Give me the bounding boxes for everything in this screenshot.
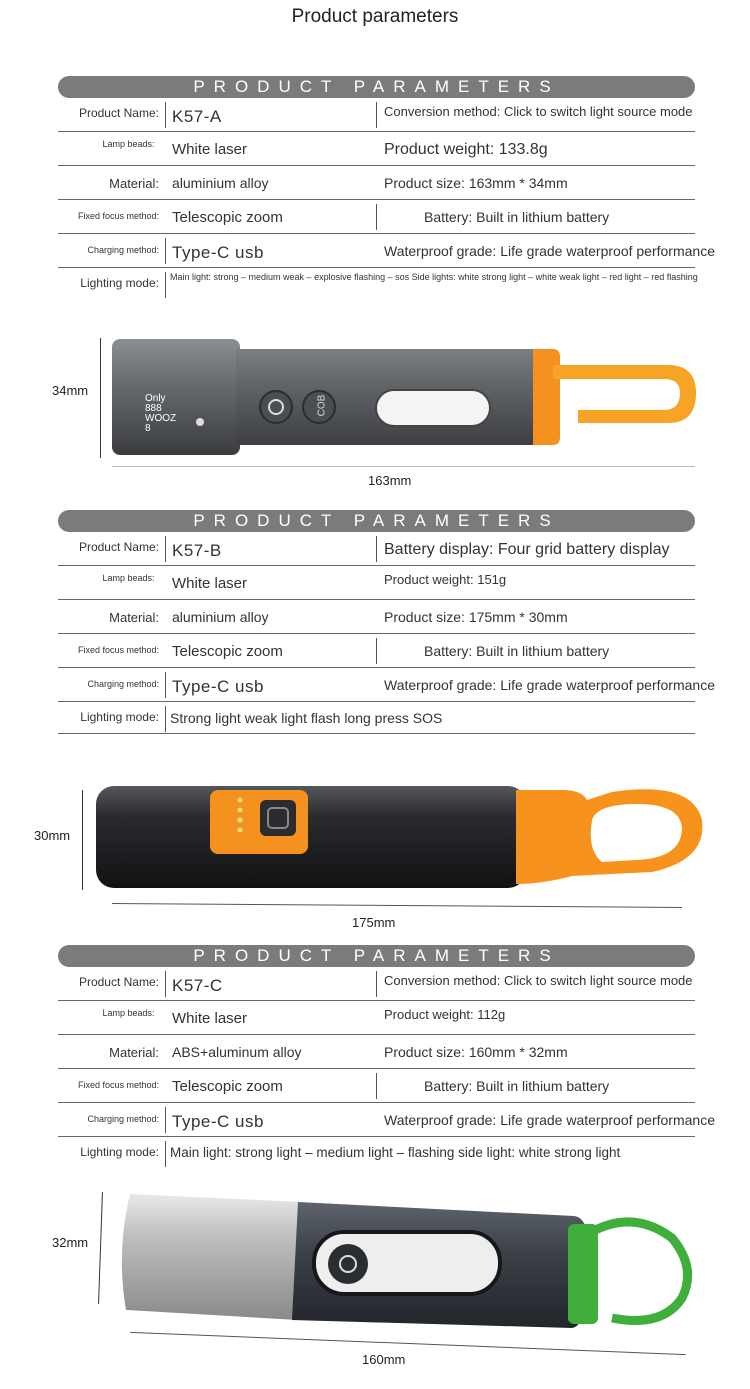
row-value: K57-A: [172, 107, 222, 126]
row-right-value: Conversion method: Click to switch light source mode: [384, 104, 693, 119]
table-row: [58, 1035, 695, 1069]
row-label: Charging method:: [87, 679, 159, 689]
row-right-value: Waterproof grade: Life grade waterproof performance: [384, 243, 715, 259]
product-a-parameters: [58, 76, 715, 298]
row-value: Type-C usb: [172, 1112, 264, 1131]
height-dimension: 32mm: [52, 1235, 89, 1250]
row-label: Charging method:: [87, 1114, 159, 1124]
row-label: Lighting mode:: [80, 1145, 159, 1159]
row-value: K57-C: [172, 976, 223, 995]
row-right-value: Product weight: 112g: [384, 1007, 506, 1022]
flashlight-a-image: [108, 335, 698, 460]
table-row: [58, 200, 695, 234]
length-dimension: 175mm: [352, 915, 396, 930]
row-right-value: Battery display: Four grid battery display: [384, 541, 670, 558]
row-right-value: Battery: Built in lithium battery: [424, 1078, 610, 1094]
table-row: [58, 668, 715, 702]
table-row: [58, 702, 695, 734]
row-right-value: Waterproof grade: Life grade waterproof performance: [384, 1112, 715, 1128]
cob-label: COB: [316, 394, 328, 417]
table-row: [58, 566, 695, 600]
row-value: Telescopic zoom: [172, 1078, 283, 1095]
row-right-value: Battery: Built in lithium battery: [424, 209, 610, 225]
row-value: White laser: [172, 141, 248, 158]
row-right-value: Conversion method: Click to switch light source mode: [384, 973, 693, 988]
row-value: Type-C usb: [172, 243, 264, 262]
row-label: Product Name:: [78, 106, 159, 120]
row-value: White laser: [172, 575, 248, 592]
row-value: Type-C usb: [172, 677, 264, 696]
table-row: [58, 1069, 695, 1103]
flashlight-b-image: [92, 780, 707, 895]
row-value: Telescopic zoom: [172, 209, 283, 226]
table-row: [58, 1001, 695, 1035]
row-label: Material:: [109, 610, 159, 625]
product-c-parameters: [58, 945, 715, 1169]
row-value: Main light: strong – medium weak – explosive flashing – sos Side lights: white strong light – white weak light – red light – red flashing: [170, 272, 698, 282]
parameters-banner: PRODUCT PARAMETERS: [58, 945, 695, 967]
body-print: Only 888 WOOZ 8: [145, 393, 177, 434]
row-right-value: Product weight: 151g: [384, 572, 507, 587]
row-label: Fixed focus method:: [77, 645, 159, 655]
table-row: [58, 268, 698, 298]
page-title: Product parameters: [291, 6, 459, 27]
table-row: [58, 532, 695, 566]
row-label: Fixed focus method:: [77, 1080, 159, 1090]
row-right-value: Product size: 160mm * 32mm: [384, 1044, 568, 1060]
flashlight-c-image: [112, 1188, 702, 1338]
table-row: [58, 98, 695, 132]
table-row: [58, 234, 715, 268]
row-value: ABS+aluminum alloy: [172, 1044, 302, 1060]
row-value: aluminium alloy: [172, 609, 269, 625]
row-label: Charging method:: [87, 245, 159, 255]
height-dimension: 30mm: [34, 828, 71, 843]
row-value: Strong light weak light flash long press SOS: [170, 710, 443, 726]
row-label: Material:: [109, 176, 159, 191]
row-label: Product Name:: [78, 540, 159, 554]
parameters-banner: PRODUCT PARAMETERS: [58, 76, 695, 98]
row-label: Lighting mode:: [80, 276, 159, 290]
product-b-parameters: [58, 510, 715, 734]
row-label: Lamp beads:: [102, 1008, 155, 1018]
row-label: Material:: [109, 1045, 159, 1060]
row-label: Fixed focus method:: [77, 211, 159, 221]
row-value: White laser: [172, 1010, 248, 1027]
row-value: Telescopic zoom: [172, 643, 283, 660]
row-label: Lamp beads:: [102, 573, 155, 583]
table-row: [58, 166, 695, 200]
table-row: [58, 1137, 695, 1169]
table-row: [58, 600, 695, 634]
table-row: [58, 967, 695, 1001]
table-row: [58, 634, 695, 668]
row-right-value: Waterproof grade: Life grade waterproof performance: [384, 677, 715, 693]
row-right-value: Product weight: 133.8g: [384, 141, 548, 158]
table-row: [58, 1103, 715, 1137]
length-dimension: 160mm: [362, 1352, 406, 1367]
row-right-value: Battery: Built in lithium battery: [424, 643, 610, 659]
table-row: [58, 132, 695, 166]
row-label: Lighting mode:: [80, 710, 159, 724]
row-value: Main light: strong light – medium light – flashing side light: white strong light: [170, 1145, 621, 1160]
row-value: aluminium alloy: [172, 175, 269, 191]
height-dimension: 34mm: [52, 383, 89, 398]
row-label: Lamp beads:: [102, 139, 155, 149]
length-dimension: 163mm: [368, 473, 412, 488]
row-right-value: Product size: 163mm * 34mm: [384, 175, 568, 191]
row-value: K57-B: [172, 541, 222, 560]
row-right-value: Product size: 175mm * 30mm: [384, 609, 568, 625]
row-label: Product Name:: [78, 975, 159, 989]
parameters-banner: PRODUCT PARAMETERS: [58, 510, 695, 532]
